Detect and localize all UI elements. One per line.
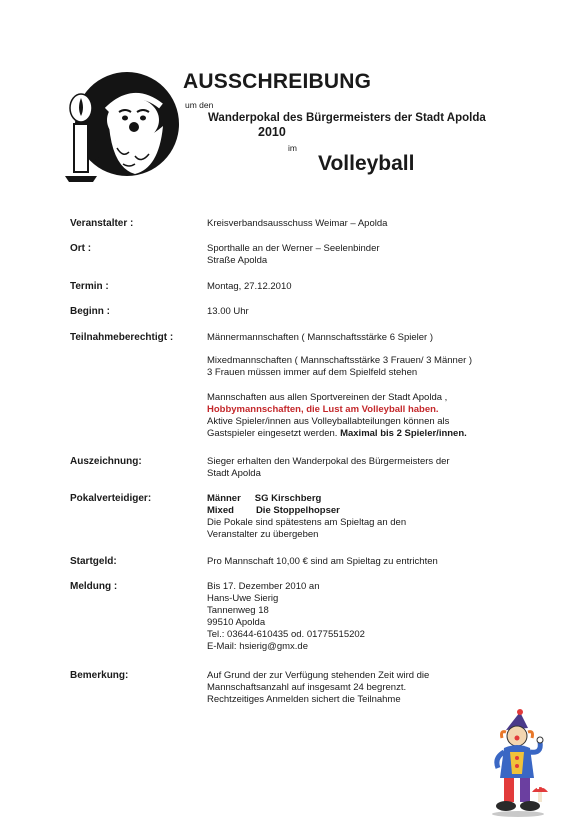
value-ort — [207, 243, 380, 267]
pokal-line-4: Veranstalter zu übergeben — [207, 529, 319, 540]
ort-line-1: Sporthalle an der Werner – Seelenbinder — [207, 243, 380, 254]
value-teilnahme-3 — [207, 392, 467, 440]
subtitle-im: im — [288, 143, 297, 153]
value-termin — [207, 281, 292, 293]
value-teilnahme-1 — [207, 332, 433, 344]
value-beginn — [207, 306, 249, 318]
teilnahme-line-1: Männermannschaften ( Mannschaftsstärke 6 Spieler ) — [207, 332, 433, 343]
bemerkung-line-2: Mannschaftsanzahl auf insgesamt 24 begrenzt. — [207, 682, 407, 693]
pokal-men — [207, 493, 406, 505]
label-startgeld: Startgeld: — [70, 556, 117, 567]
veranstalter-line: Kreisverbandsausschuss Weimar – Apolda — [207, 218, 388, 229]
label-meldung: Meldung : — [70, 581, 118, 592]
ort-line-2: Straße Apolda — [207, 255, 268, 266]
label-ort: Ort : — [70, 243, 92, 254]
meldung-line-3: Tannenweg 18 — [207, 605, 269, 616]
teilnahme-line-4: Mannschaften aus allen Sportvereinen der Stadt Apolda , — [207, 392, 448, 403]
teilnahme-line-7b: Maximal bis 2 Spieler/innen. — [340, 428, 467, 439]
label-teilnahme: Teilnahmeberechtigt : — [70, 332, 174, 343]
pokal-mixed-team: Die Stoppelhopser — [255, 505, 340, 516]
subtitle-um-den: um den — [185, 100, 214, 110]
label-pokalverteidiger: Pokalverteidiger: — [70, 493, 152, 504]
label-bemerkung: Bemerkung: — [70, 670, 129, 681]
startgeld-line: Pro Mannschaft 10,00 € sind am Spieltag zu entrichten — [207, 556, 438, 567]
teilnahme-line-7a: Gastspieler eingesetzt werden. — [207, 428, 338, 439]
label-termin: Termin : — [70, 281, 109, 292]
pokal-mixed — [207, 505, 406, 517]
value-veranstalter — [207, 218, 387, 230]
auszeichnung-line-2: Stadt Apolda — [207, 468, 261, 479]
value-auszeichnung — [207, 456, 450, 480]
page-title: AUSSCHREIBUNG — [183, 70, 372, 93]
pokal-line-3: Die Pokale sind spätestens am Spieltag an den — [207, 517, 407, 528]
pokal-men-team: SG Kirschberg — [254, 493, 322, 504]
termin-line: Montag, 27.12.2010 — [207, 281, 292, 292]
value-teilnahme-2 — [207, 355, 472, 379]
value-meldung — [207, 581, 365, 653]
value-pokalverteidiger — [207, 493, 406, 541]
value-bemerkung — [207, 670, 429, 706]
value-startgeld — [207, 556, 438, 568]
teilnahme-line-2: Mixedmannschaften ( Mannschaftsstärke 3 Frauen/ 3 Männer ) — [207, 355, 473, 366]
meldung-line-5: Tel.: 03644-610435 od. 01775515202 — [207, 629, 365, 640]
meldung-line-2: Hans-Uwe Sierig — [207, 593, 279, 604]
label-veranstalter: Veranstalter : — [70, 218, 134, 229]
clown-illustration-icon — [488, 708, 548, 818]
sport-title: Volleyball — [318, 152, 415, 175]
pokal-men-label: Männer — [207, 493, 241, 504]
meldung-line-4: 99510 Apolda — [207, 617, 266, 628]
label-beginn: Beginn : — [70, 306, 110, 317]
teilnahme-line-3: 3 Frauen müssen immer auf dem Spielfeld stehen — [207, 367, 418, 378]
bemerkung-line-1: Auf Grund der zur Verfügung stehenden Zeit wird die — [207, 670, 430, 681]
teilnahme-line-5-highlight: Hobbymannschaften, die Lust am Volleyball haben. — [207, 404, 439, 415]
label-auszeichnung: Auszeichnung: — [70, 456, 142, 467]
meldung-email[interactable]: E-Mail: hsierig@gmx.de — [207, 641, 308, 652]
bemerkung-line-3: Rechtzeitiges Anmelden sichert die Teilnahme — [207, 694, 401, 705]
auszeichnung-line-1: Sieger erhalten den Wanderpokal des Bürgermeisters der — [207, 456, 450, 467]
santa-claus-logo-icon — [63, 68, 181, 190]
subtitle-year: 2010 — [258, 125, 286, 139]
beginn-line: 13.00 Uhr — [207, 306, 249, 317]
subtitle-cup: Wanderpokal des Bürgermeisters der Stadt Apolda — [208, 112, 486, 124]
teilnahme-line-7 — [207, 428, 467, 440]
meldung-line-1: Bis 17. Dezember 2010 an — [207, 581, 320, 592]
pokal-mixed-label: Mixed — [207, 505, 234, 516]
teilnahme-line-6: Aktive Spieler/innen aus Volleyballabteilungen können als — [207, 416, 450, 427]
